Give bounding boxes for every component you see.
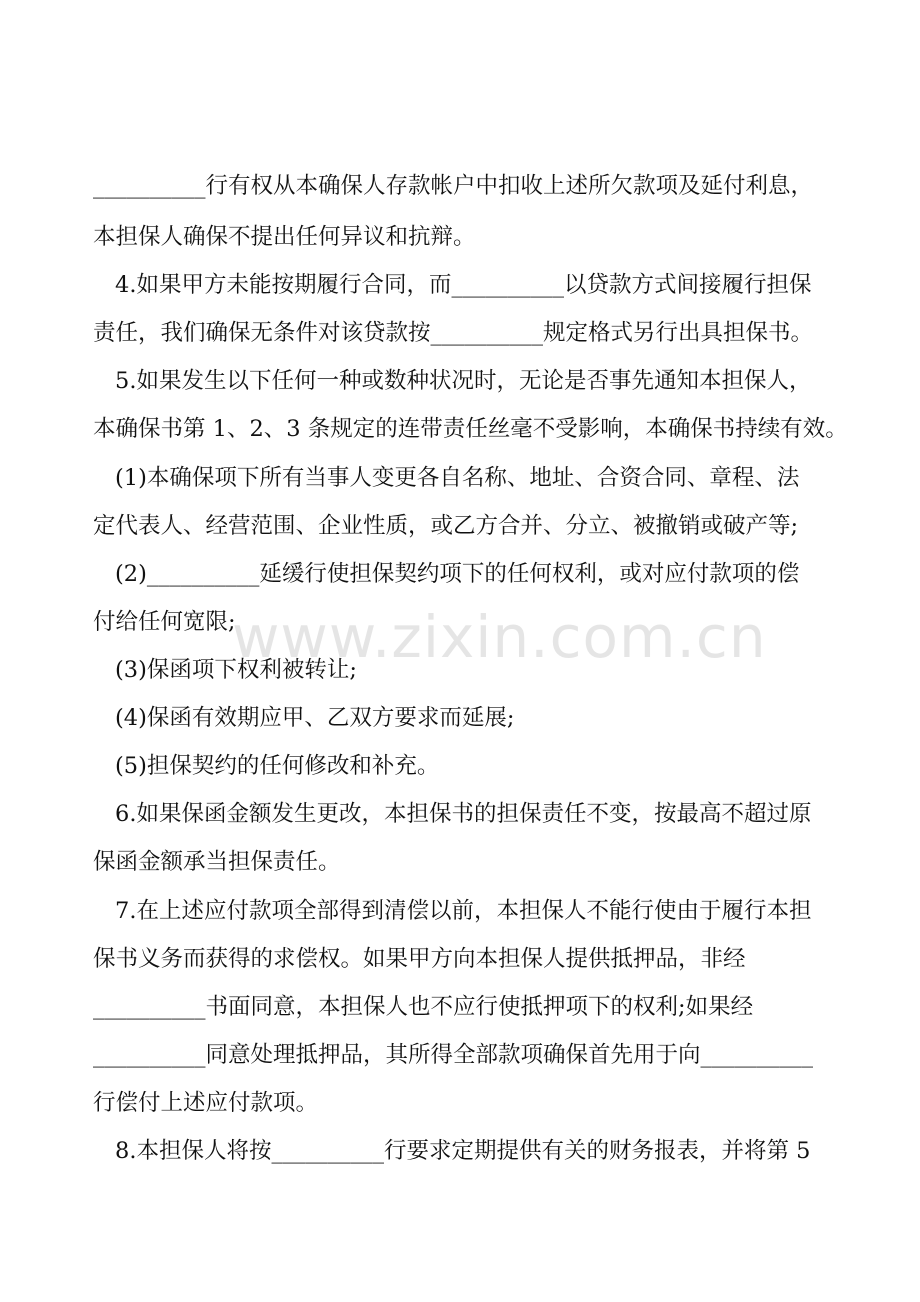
text-line: 保书义务而获得的求偿权。如果甲方向本担保人提供抵押品，非经 — [93, 946, 746, 972]
text-line: 定代表人、经营范围、企业性质，或乙方合并、分立、被撤销或破产等; — [93, 513, 799, 539]
text-line: 4.如果甲方未能按期履行合同，而__________以贷款方式间接履行担保 — [115, 272, 812, 298]
text-line: (3)保函项下权利被转让; — [115, 657, 357, 683]
text-line: __________书面同意，本担保人也不应行使抵押项下的权利;如果经 — [93, 994, 754, 1020]
text-line: (2)__________延缓行使担保契约项下的任何权利，或对应付款项的偿 — [115, 561, 800, 587]
text-line: 7.在上述应付款项全部得到清偿以前，本担保人不能行使由于履行本担 — [115, 898, 812, 924]
text-line: (5)担保契约的任何修改和补充。 — [115, 753, 440, 779]
text-line: (4)保函有效期应甲、乙双方要求而延展; — [115, 705, 515, 731]
watermark: www.zixin.com.cn — [232, 603, 767, 671]
text-line: 责任，我们确保无条件对该贷款按__________规定格式另行出具担保书。 — [93, 320, 814, 346]
text-line: 保函金额承当担保责任。 — [93, 849, 341, 875]
text-line: 8.本担保人将按__________行要求定期提供有关的财务报表，并将第 5 — [115, 1138, 811, 1164]
text-line: __________行有权从本确保人存款帐户中扣收上述所欠款项及延付利息， — [93, 173, 814, 199]
text-line: 行偿付上述应付款项。 — [93, 1090, 319, 1116]
text-line: 本确保书第 1、2、3 条规定的连带责任丝毫不受影响，本确保书持续有效。 — [93, 416, 848, 442]
text-line: __________同意处理抵押品，其所得全部款项确保首先用于向__________ — [93, 1042, 814, 1068]
text-line: 付给任何宽限; — [93, 609, 236, 635]
text-line: 5.如果发生以下任何一种或数种状况时，无论是否事先通知本担保人， — [115, 368, 812, 394]
text-line: 6.如果保函金额发生更改，本担保书的担保责任不变，按最高不超过原 — [115, 801, 812, 827]
text-line: 本担保人确保不提出任何异议和抗辩。 — [93, 224, 476, 250]
text-line: (1)本确保项下所有当事人变更各自名称、地址、合资合同、章程、法 — [115, 465, 800, 491]
